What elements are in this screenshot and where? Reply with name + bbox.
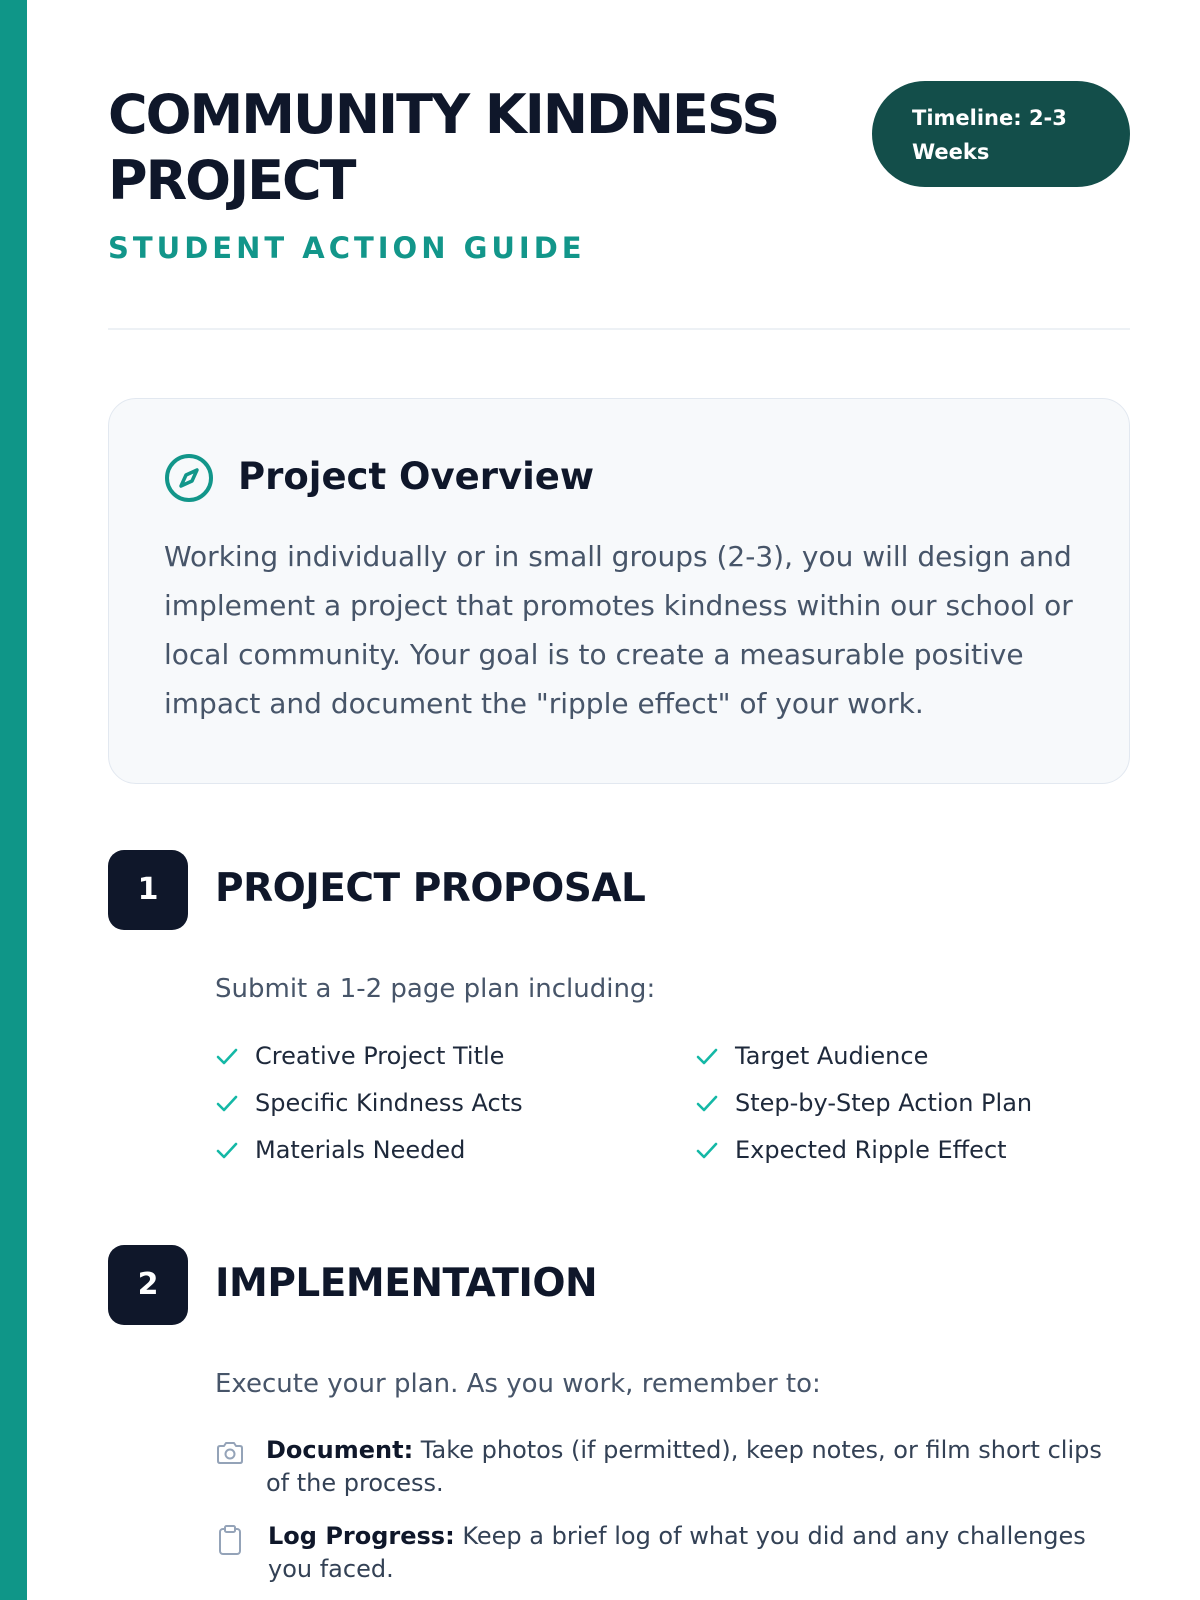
checklist-item-label: Creative Project Title [255, 1042, 505, 1070]
checklist-item-label: Step-by-Step Action Plan [735, 1089, 1033, 1117]
overview-title: Project Overview [238, 455, 595, 498]
proposal-checklist [215, 1033, 1130, 1183]
compass-icon [164, 453, 214, 503]
task-label: Document: [266, 1436, 414, 1464]
step-number: 2 [108, 1245, 188, 1325]
page-title: COMMUNITY KINDNESS PROJECT [108, 83, 779, 212]
page-header [108, 0, 1130, 333]
check-icon [215, 1140, 239, 1162]
check-icon [215, 1046, 239, 1068]
task-description: Keep a brief log of what you did and any challenges you faced. [268, 1522, 1086, 1583]
camera-icon [215, 1440, 245, 1466]
checklist-item-label: Specific Kindness Acts [255, 1089, 523, 1117]
overview-text: Working individually or in small groups (2-3), you will design and implement a project that promotes kindness within our school or local community. Your goal is to create a measurable positive impact and document the "ripple effect" of your work. [164, 540, 1073, 720]
task-text [266, 1434, 1126, 1500]
checklist-item-label: Materials Needed [255, 1136, 466, 1164]
timeline-badge: Timeline: 2-3 Weeks [872, 81, 1130, 187]
page [108, 0, 1130, 1583]
step-title: PROJECT PROPOSAL [215, 866, 646, 911]
checklist-item-label: Target Audience [735, 1042, 929, 1070]
checklist-item-label: Expected Ripple Effect [735, 1136, 1007, 1164]
check-icon [695, 1093, 719, 1115]
step-title: IMPLEMENTATION [215, 1261, 598, 1306]
header-divider [108, 328, 1130, 330]
check-icon [695, 1046, 719, 1068]
check-icon [695, 1140, 719, 1162]
overview-card [108, 398, 1130, 784]
step-intro: Execute your plan. As you work, remember to: [215, 1369, 821, 1399]
step-intro: Submit a 1-2 page plan including: [215, 974, 656, 1004]
step-number: 1 [108, 850, 188, 930]
check-icon [215, 1093, 239, 1115]
task-label: Log Progress: [268, 1522, 455, 1550]
task-description: Take photos (if permitted), keep notes, or film short clips of the process. [266, 1436, 1102, 1497]
page-subtitle: STUDENT ACTION GUIDE [108, 231, 586, 265]
task-text [268, 1520, 1128, 1586]
clipboard-icon [215, 1524, 245, 1556]
accent-bar [0, 0, 27, 1600]
